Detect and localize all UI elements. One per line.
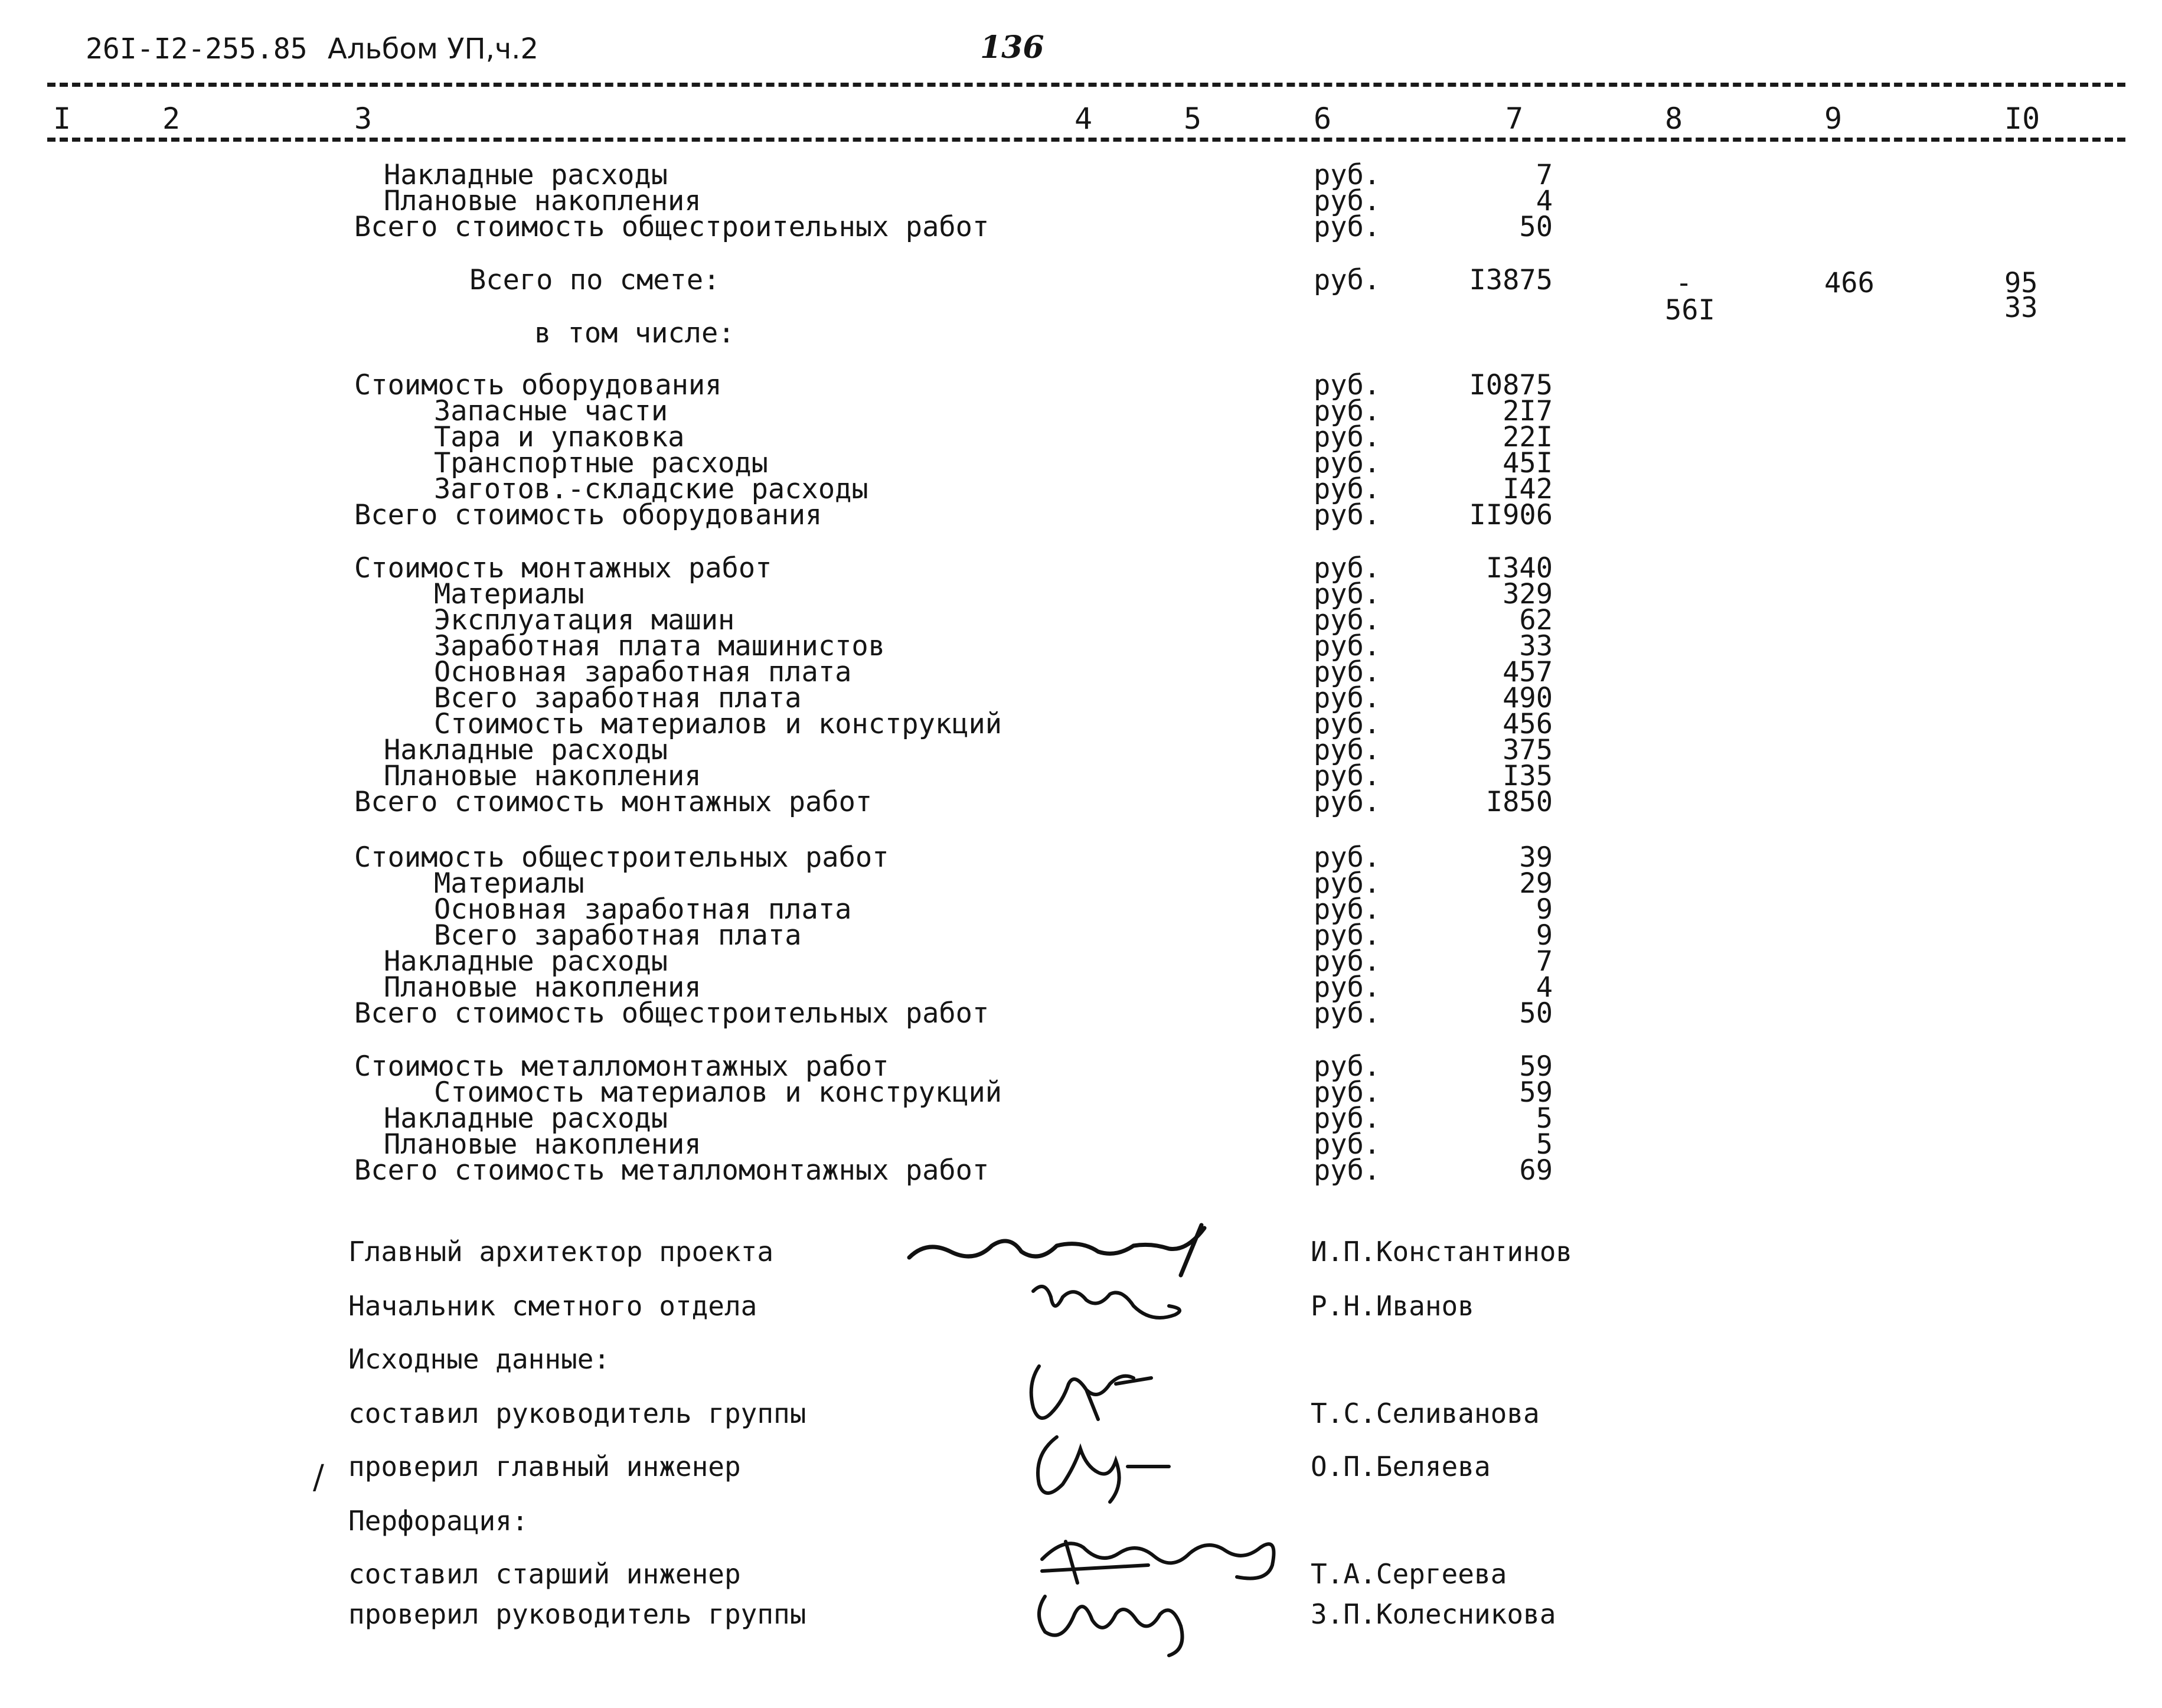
row-label: Материалы [434,867,584,900]
row-value: 456 [1503,708,1553,740]
handwritten-signature-icon [1015,1348,1169,1437]
check-mark: / [313,1458,324,1497]
row-label: Стоимость оборудования [354,369,722,401]
row-label: Всего по смете: [469,264,720,296]
column-number-2: 2 [162,102,181,136]
row-value: 329 [1503,578,1553,610]
signature-role: Начальник сметного отдела [348,1290,757,1322]
row-label: в том числе: [534,317,735,350]
row-unit: руб. [1314,1076,1381,1109]
header-rule-bottom [47,138,2125,142]
row-value: I850 [1485,786,1553,818]
signature-role: Перфорация: [348,1505,528,1537]
column-number-5: 5 [1184,102,1202,136]
row-unit: руб. [1314,421,1381,453]
row-value: 59 [1519,1050,1553,1083]
row-value: 490 [1503,682,1553,714]
table-row [0,760,2162,792]
row-value: 45I [1503,447,1553,479]
table-row [0,786,2162,818]
row-value: 29 [1519,867,1553,900]
row-unit: руб. [1314,893,1381,926]
signature-name: Р.Н.Иванов [1311,1290,1474,1322]
row-label: Всего заработная плата [434,682,802,714]
row-unit: руб. [1314,185,1381,217]
table-row [0,1076,2162,1109]
row-label: Всего стоимость монтажных работ [354,786,873,818]
grand-total-col8-top: - [1676,267,1693,299]
row-label: Плановые накопления [384,1128,701,1161]
row-unit: руб. [1314,997,1381,1030]
table-row [0,369,2162,401]
row-unit: руб. [1314,867,1381,900]
row-value: I0875 [1469,369,1553,401]
row-value: 5 [1536,1102,1553,1135]
row-label: Всего стоимость металломонтажных работ [354,1154,989,1187]
handwritten-signature-icon [1021,1425,1175,1508]
row-value: I42 [1503,473,1553,505]
signature-row [0,1596,2162,1632]
signature-name: Т.С.Селиванова [1311,1397,1540,1429]
row-label: Накладные расходы [384,1102,668,1135]
row-unit: руб. [1314,630,1381,662]
grand-total-col8-bottom: 56I [1665,294,1715,326]
signature-role: составил старший инженер [348,1558,741,1590]
row-unit: руб. [1314,552,1381,584]
grand-total-col10-top: 95 [2004,267,2038,299]
table-row [0,1154,2162,1187]
row-unit: руб. [1314,473,1381,505]
row-unit: руб. [1314,1154,1381,1187]
row-label: Запасные части [434,395,668,427]
table-row [0,604,2162,636]
row-label: Тара и упаковка [434,421,685,453]
page-number: 136 [980,30,1044,66]
row-label: Всего стоимость общестроительных работ [354,211,989,243]
table-row [0,1128,2162,1161]
row-value: 9 [1536,893,1553,926]
row-value: 4 [1536,971,1553,1004]
row-value: 7 [1536,945,1553,978]
row-value: 22I [1503,421,1553,453]
row-unit: руб. [1314,1128,1381,1161]
table-row [0,159,2162,191]
table-row [0,971,2162,1004]
row-value: 2I7 [1503,395,1553,427]
column-number-8: 8 [1665,102,1683,136]
row-value: I340 [1485,552,1553,584]
row-label: Стоимость материалов и конструкций [434,708,1002,740]
row-label: Плановые накопления [384,185,701,217]
row-value: 9 [1536,919,1553,952]
row-value: 69 [1519,1154,1553,1187]
handwritten-signature-icon [1021,1273,1198,1338]
table-row [0,919,2162,952]
row-unit: руб. [1314,578,1381,610]
row-label: Стоимость материалов и конструкций [434,1076,1002,1109]
table-row [0,708,2162,740]
table-row [0,734,2162,766]
row-unit: руб. [1314,656,1381,688]
row-unit: руб. [1314,1102,1381,1135]
row-unit: руб. [1314,369,1381,401]
signature-role: составил руководитель группы [348,1397,806,1429]
grand-total-col9: 466 [1824,267,1874,299]
row-value: 5 [1536,1128,1553,1161]
row-value: 39 [1519,841,1553,874]
row-unit: руб. [1314,604,1381,636]
column-number-10: I0 [2004,102,2040,136]
table-row [0,421,2162,453]
signature-role: проверил руководитель группы [348,1598,806,1630]
table-row [0,997,2162,1030]
row-label: Основная заработная плата [434,893,852,926]
row-label: Всего стоимость оборудования [354,499,822,531]
row-label: Стоимость монтажных работ [354,552,772,584]
row-label: Плановые накопления [384,760,701,792]
signature-name: О.П.Беляева [1311,1451,1491,1482]
row-label: Транспортные расходы [434,447,768,479]
handwritten-signature-icon [1027,1579,1216,1661]
row-value: 457 [1503,656,1553,688]
table-row [0,1102,2162,1135]
row-unit: руб. [1314,264,1381,296]
row-unit: руб. [1314,211,1381,243]
row-label: Эксплуатация машин [434,604,735,636]
table-row [0,395,2162,427]
row-unit: руб. [1314,841,1381,874]
grand-total-col10-bottom: 33 [2004,292,2038,324]
table-row [0,1050,2162,1083]
column-number-9: 9 [1824,102,1843,136]
row-label: Заработная плата машинистов [434,630,886,662]
table-row [0,893,2162,926]
row-value: 62 [1519,604,1553,636]
album-label: Альбом УП,ч.2 [328,32,538,66]
table-row [0,552,2162,584]
row-label: Стоимость металломонтажных работ [354,1050,889,1083]
row-unit: руб. [1314,734,1381,766]
row-value: 50 [1519,211,1553,243]
signature-role: Исходные данные: [348,1343,610,1375]
row-value: 59 [1519,1076,1553,1109]
header-rule-top [47,83,2125,87]
row-unit: руб. [1314,919,1381,952]
column-number-3: 3 [354,102,373,136]
row-unit: руб. [1314,682,1381,714]
row-unit: руб. [1314,499,1381,531]
table-row [0,211,2162,243]
column-number-1: I [53,102,71,136]
signature-role: проверил главный инженер [348,1451,741,1482]
column-number-6: 6 [1314,102,1332,136]
table-row [0,447,2162,479]
row-value: 7 [1536,159,1553,191]
signature-row [0,1288,2162,1324]
row-unit: руб. [1314,395,1381,427]
row-value: 4 [1536,185,1553,217]
signature-name: З.П.Колесникова [1311,1598,1556,1630]
signature-row [0,1449,2162,1484]
row-unit: руб. [1314,945,1381,978]
row-unit: руб. [1314,1050,1381,1083]
handwritten-signature-icon [903,1216,1234,1281]
row-unit: руб. [1314,447,1381,479]
column-number-4: 4 [1075,102,1093,136]
signature-name: Т.А.Сергеева [1311,1558,1507,1590]
column-number-7: 7 [1505,102,1524,136]
row-label: Плановые накопления [384,971,701,1004]
row-label: Накладные расходы [384,945,668,978]
signature-name: И.П.Константинов [1311,1236,1573,1268]
table-row [0,473,2162,505]
table-row [0,841,2162,874]
row-unit: руб. [1314,708,1381,740]
table-row [0,867,2162,900]
document-code: 26I-I2-255.85 [86,32,308,66]
row-label: Стоимость общестроительных работ [354,841,889,874]
table-row [0,945,2162,978]
row-label: Накладные расходы [384,734,668,766]
row-label: Основная заработная плата [434,656,852,688]
row-label: Всего стоимость общестроительных работ [354,997,989,1030]
table-row [0,682,2162,714]
row-label: Накладные расходы [384,159,668,191]
row-label: Материалы [434,578,584,610]
table-row [0,656,2162,688]
row-unit: руб. [1314,159,1381,191]
table-row [0,578,2162,610]
row-value: 33 [1519,630,1553,662]
table-row [0,185,2162,217]
row-value: 50 [1519,997,1553,1030]
signature-role: Главный архитектор проекта [348,1236,774,1268]
row-value: I3875 [1469,264,1553,296]
row-unit: руб. [1314,971,1381,1004]
signature-row [0,1234,2162,1269]
row-label: Заготов.-складские расходы [434,473,868,505]
row-label: Всего заработная плата [434,919,802,952]
row-value: II906 [1469,499,1553,531]
row-unit: руб. [1314,760,1381,792]
table-row [0,317,2162,350]
row-value: I35 [1503,760,1553,792]
row-value: 375 [1503,734,1553,766]
table-row [0,499,2162,531]
table-row [0,630,2162,662]
row-unit: руб. [1314,786,1381,818]
